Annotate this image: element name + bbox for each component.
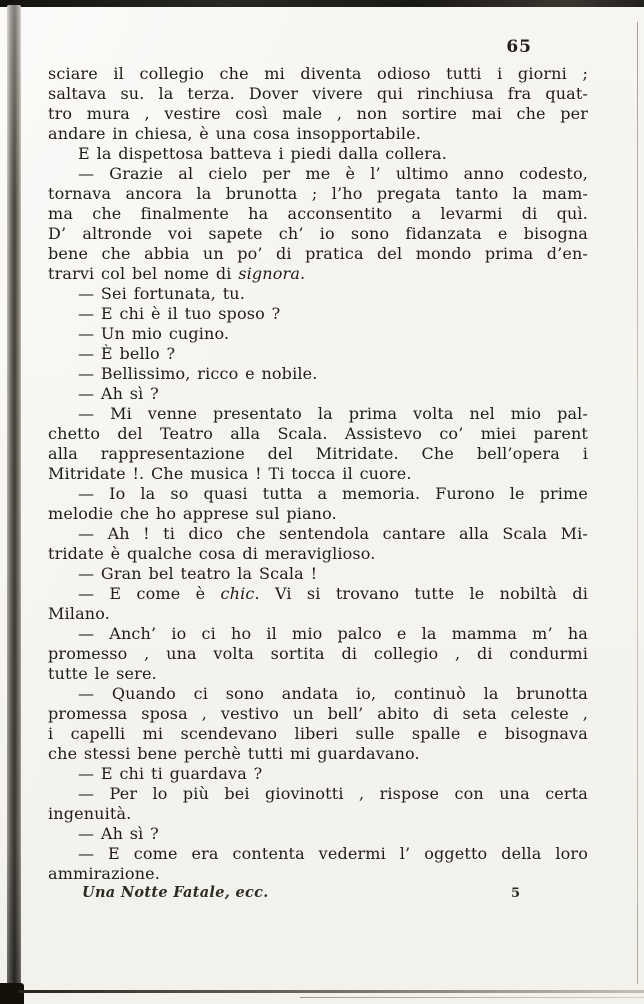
text-line: sciare il collegio che mi diventa odioso tutti i giorni ;	[48, 64, 588, 83]
text-line: melodie che ho apprese sul piano.	[48, 504, 337, 523]
text-line: E la dispettosa batteva i piedi dalla collera.	[78, 144, 447, 163]
text-line: Milano.	[48, 604, 110, 623]
footer-signature-mark: 5	[510, 886, 520, 901]
text-block	[48, 64, 588, 884]
text-line: — Per lo più bei giovinotti , rispose con una certa	[78, 784, 588, 803]
text-line: bene che abbia un po’ di pratica del mondo prima d’en-	[48, 244, 588, 263]
text-line: i capelli mi scendevano liberi sulle spalle e bisognava	[48, 724, 588, 743]
text-line: — E come era contenta vedermi l’ oggetto della loro	[78, 844, 588, 863]
text-line: promesso , una volta sortita di collegio , di condurmi	[48, 644, 588, 663]
text-line: — Mi venne presentato la prima volta nel mio pal-	[78, 404, 588, 423]
page-footer	[48, 884, 588, 901]
text-line: — E come è chic. Vi si trovano tutte le nobiltà di	[78, 584, 588, 603]
text-line: promessa sposa , vestivo un bell’ abito di seta celeste ,	[48, 704, 588, 723]
text-line: — È bello ?	[78, 344, 176, 363]
text-line: — E chi è il tuo sposo ?	[78, 304, 281, 323]
text-line: — Quando ci sono andata io, continuò la brunotta	[78, 684, 588, 703]
text-line: — Ah sì ?	[78, 384, 159, 403]
text-line: — Sei fortunata, tu.	[78, 284, 245, 303]
text-line: tridate è qualche cosa di meraviglioso.	[48, 544, 376, 563]
footer-book-title: Una Notte Fatale, ecc.	[82, 884, 269, 901]
scan-edge-bottom-faint	[300, 997, 644, 998]
text-line: che stessi bene perchè tutti mi guardavano.	[48, 744, 420, 763]
text-line: — Anch’ io ci ho il mio palco e la mamma m’ ha	[78, 624, 588, 643]
text-line: tro mura , vestire così male , non sortire mai che per	[48, 104, 588, 123]
text-line: tutte le sere.	[48, 664, 157, 683]
scan-edge-bottom	[18, 990, 644, 993]
scan-edge-bottom-corner	[0, 983, 24, 1004]
text-line: Mitridate !. Che musica ! Ti tocca il cuore.	[48, 464, 412, 483]
text-line: — Gran bel teatro la Scala !	[78, 564, 318, 583]
text-line: — Bellissimo, ricco e nobile.	[78, 364, 318, 383]
scan-edge-right	[637, 22, 638, 984]
scan-edge-top	[0, 0, 644, 7]
text-line: — Grazie al cielo per me è l’ ultimo anno codesto,	[78, 164, 588, 183]
text-line: D’ altronde voi sapete ch’ io sono fidanzata e bisogna	[48, 224, 588, 243]
text-line: — Ah sì ?	[78, 824, 159, 843]
text-line: — Ah ! ti dico che sentendola cantare alla Scala Mi-	[78, 524, 588, 543]
page-number: 65	[506, 37, 532, 57]
scan-gutter-shadow	[7, 5, 21, 988]
text-line: ingenuità.	[48, 804, 132, 823]
text-line: tornava ancora la brunotta ; l’ho pregata tanto la mam-	[48, 184, 588, 203]
text-line: alla rappresentazione del Mitridate. Che bell’opera i	[48, 444, 588, 463]
text-line: — Io la so quasi tutta a memoria. Furono le prime	[78, 484, 588, 503]
text-line: trarvi col bel nome di signora.	[48, 264, 306, 283]
text-line: chetto del Teatro alla Scala. Assistevo co’ miei parent	[48, 424, 588, 443]
text-line: ammirazione.	[48, 864, 161, 883]
text-line: saltava su. la terza. Dover vivere qui rinchiusa fra quat-	[48, 84, 588, 103]
text-line: ma che finalmente ha acconsentito a levarmi di quì.	[48, 204, 588, 223]
text-line: — Un mio cugino.	[78, 324, 230, 343]
text-line: — E chi ti guardava ?	[78, 764, 263, 783]
text-line: andare in chiesa, è una cosa insopportabile.	[48, 124, 421, 143]
